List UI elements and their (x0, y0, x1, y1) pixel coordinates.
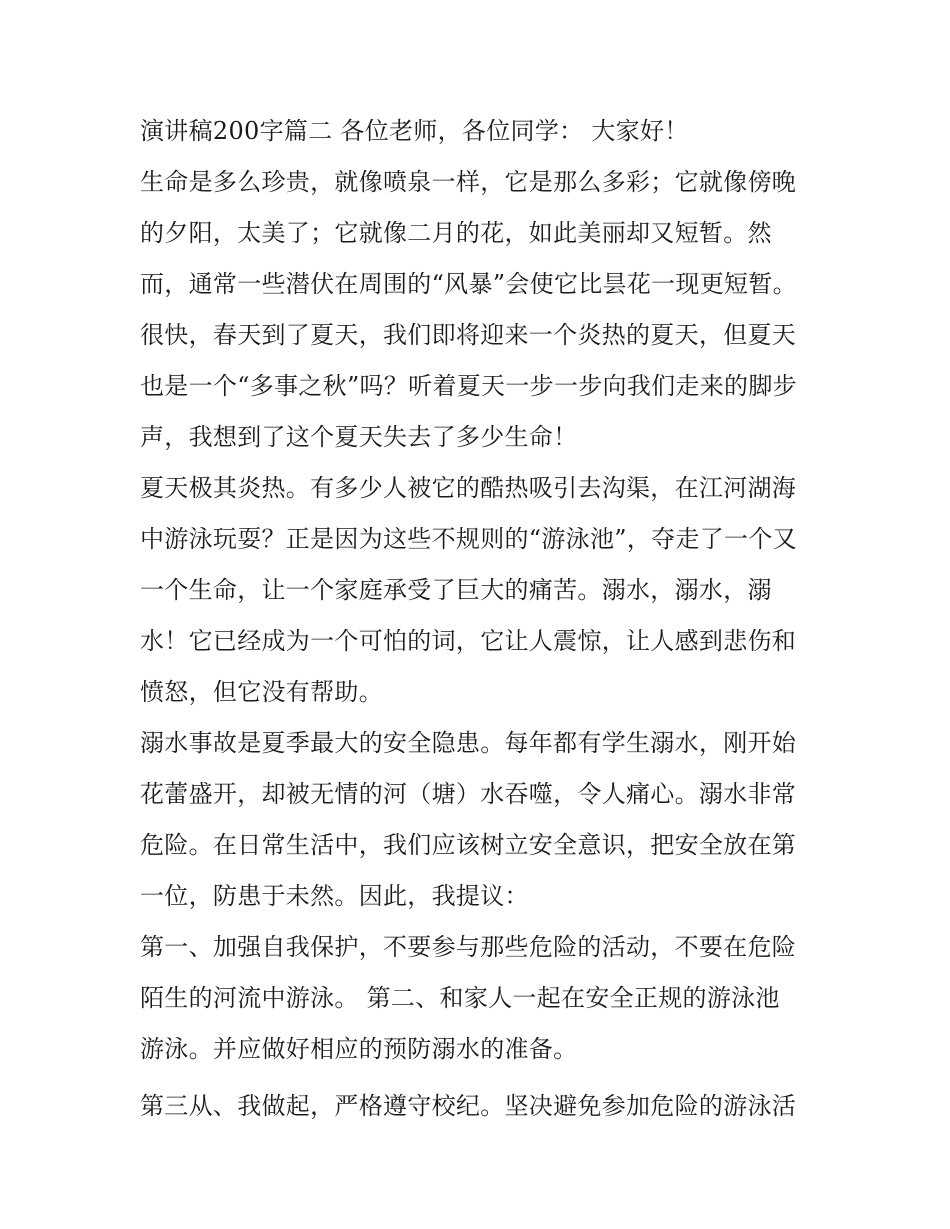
text-line: 演讲稿200字篇二 各位老师，各位同学： 大家好！ (140, 117, 689, 145)
document-body (140, 106, 820, 1132)
text-line: 游泳。并应做好相应的预防溺水的准备。 (140, 1035, 578, 1063)
text-line: 中游泳玩耍？正是因为这些不规则的“游泳池”，夺走了一个又 (140, 525, 797, 553)
text-line: 愤怒，但它没有帮助。 (140, 678, 383, 706)
text-line: 很快，春天到了夏天，我们即将迎来一个炎热的夏天，但夏天 (140, 321, 797, 349)
text-line: 第一、加强自我保护，不要参与那些危险的活动，不要在危险 (140, 933, 797, 961)
text-line: 第三从、我做起，严格遵守校纪。坚决避免参加危险的游泳活 (140, 1092, 797, 1120)
text-line: 花蕾盛开，却被无情的河（塘）水吞噬，令人痛心。溺水非常 (140, 780, 797, 808)
text-line: 生命是多么珍贵，就像喷泉一样，它是那么多彩；它就像傍晚 (140, 168, 797, 196)
text-line: 夏天极其炎热。有多少人被它的酷热吸引去沟渠，在江河湖海 (140, 474, 797, 502)
text-line: 危险。在日常生活中，我们应该树立安全意识，把安全放在第 (140, 831, 797, 859)
text-line: 水！它已经成为一个可怕的词，它让人震惊，让人感到悲伤和 (140, 627, 797, 655)
text-line: 也是一个“多事之秋”吗？听着夏天一步一步向我们走来的脚步 (140, 372, 797, 400)
text-line: 声，我想到了这个夏天失去了多少生命！ (140, 423, 578, 451)
text-line: 陌生的河流中游泳。 第二、和家人一起在安全正规的游泳池 (140, 984, 780, 1012)
text-line: 的夕阳，太美了；它就像二月的花，如此美丽却又短暂。然 (140, 219, 772, 247)
text-line: 一个生命，让一个家庭承受了巨大的痛苦。溺水，溺水，溺 (140, 576, 772, 604)
text-line: 而，通常一些潜伏在周围的“风暴”会使它比昙花一现更短暂。 (140, 270, 797, 298)
text-line: 溺水事故是夏季最大的安全隐患。每年都有学生溺水，刚开始 (140, 729, 797, 757)
text-line: 一位，防患于未然。因此，我提议： (140, 882, 529, 910)
